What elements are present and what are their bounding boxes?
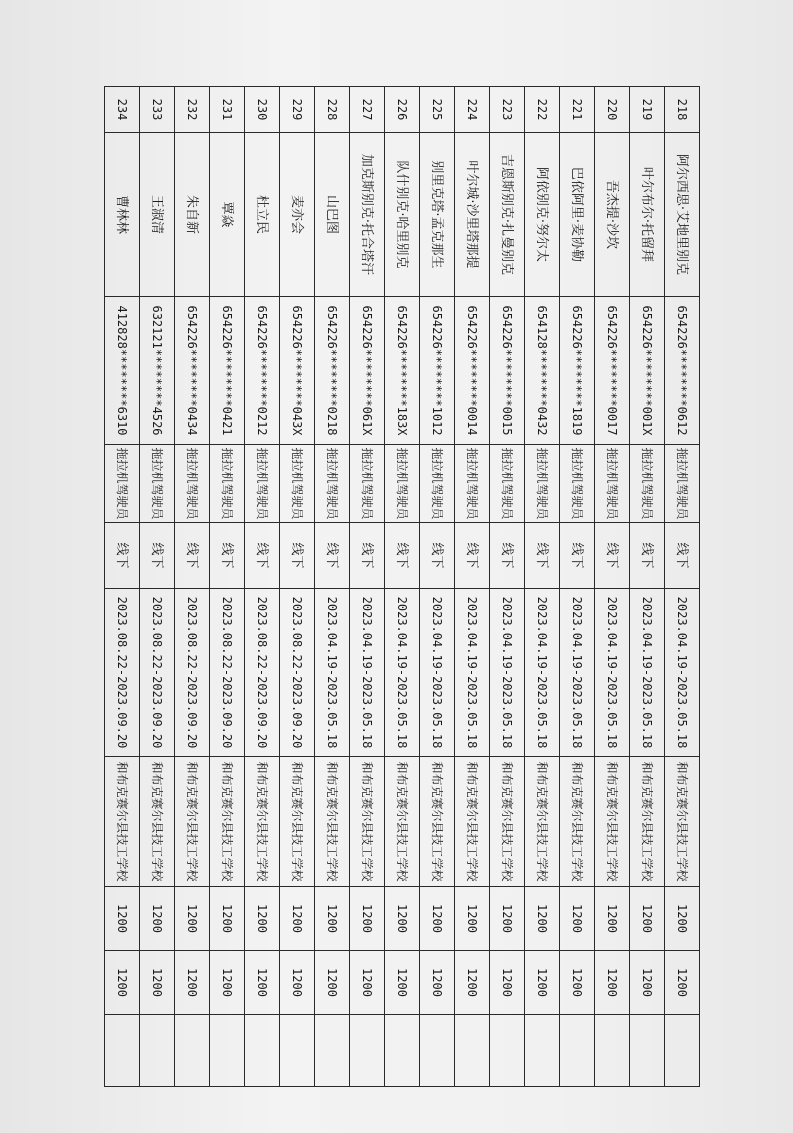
training-school: 和布克赛尔县技工学校 [350, 757, 385, 887]
row-number: 223 [490, 87, 525, 133]
training-course: 拖拉机驾驶员 [420, 445, 455, 523]
trainee-name: 曹林林 [105, 133, 140, 297]
training-period: 2023.04.19-2023.05.18 [525, 589, 560, 757]
row-number: 230 [245, 87, 280, 133]
training-school: 和布克赛尔县技工学校 [280, 757, 315, 887]
paid-amount: 1200 [560, 951, 595, 1015]
training-school: 和布克赛尔县技工学校 [140, 757, 175, 887]
id-number: 654226********0017 [595, 297, 630, 445]
id-number: 654226********183X [385, 297, 420, 445]
table-body [105, 87, 700, 1087]
subsidy-amount: 1200 [210, 887, 245, 951]
training-mode: 线下 [245, 523, 280, 589]
table-row [280, 87, 315, 1087]
paid-amount: 1200 [455, 951, 490, 1015]
table-row [420, 87, 455, 1087]
remarks-cell [525, 1015, 560, 1087]
remarks-cell [490, 1015, 525, 1087]
row-number: 228 [315, 87, 350, 133]
training-mode: 线下 [595, 523, 630, 589]
training-mode: 线下 [490, 523, 525, 589]
training-course: 拖拉机驾驶员 [595, 445, 630, 523]
paid-amount: 1200 [630, 951, 665, 1015]
id-number: 654226********0434 [175, 297, 210, 445]
remarks-cell [385, 1015, 420, 1087]
row-number: 220 [595, 87, 630, 133]
id-number: 654226********0015 [490, 297, 525, 445]
training-mode: 线下 [315, 523, 350, 589]
training-school: 和布克赛尔县技工学校 [420, 757, 455, 887]
trainee-name: 吉恩斯别克·扎曼别克 [490, 133, 525, 297]
row-number: 226 [385, 87, 420, 133]
subsidy-amount: 1200 [350, 887, 385, 951]
training-school: 和布克赛尔县技工学校 [595, 757, 630, 887]
subsidy-amount: 1200 [560, 887, 595, 951]
training-subsidy-table [104, 86, 700, 1087]
training-mode: 线下 [280, 523, 315, 589]
row-number: 219 [630, 87, 665, 133]
table-row [245, 87, 280, 1087]
training-course: 拖拉机驾驶员 [560, 445, 595, 523]
table-row [630, 87, 665, 1087]
subsidy-amount: 1200 [140, 887, 175, 951]
training-mode: 线下 [455, 523, 490, 589]
trainee-name: 别里克塔·孟克那生 [420, 133, 455, 297]
remarks-cell [105, 1015, 140, 1087]
table-row [175, 87, 210, 1087]
training-course: 拖拉机驾驶员 [490, 445, 525, 523]
remarks-cell [280, 1015, 315, 1087]
subsidy-amount: 1200 [455, 887, 490, 951]
training-course: 拖拉机驾驶员 [105, 445, 140, 523]
table-row [560, 87, 595, 1087]
table-row [665, 87, 700, 1087]
remarks-cell [595, 1015, 630, 1087]
trainee-name: 朱自新 [175, 133, 210, 297]
training-mode: 线下 [140, 523, 175, 589]
remarks-cell [455, 1015, 490, 1087]
id-number: 654226********001X [630, 297, 665, 445]
remarks-cell [630, 1015, 665, 1087]
paid-amount: 1200 [490, 951, 525, 1015]
table-row [385, 87, 420, 1087]
row-number: 229 [280, 87, 315, 133]
training-mode: 线下 [210, 523, 245, 589]
training-period: 2023.08.22-2023.09.20 [105, 589, 140, 757]
training-course: 拖拉机驾驶员 [140, 445, 175, 523]
training-school: 和布克赛尔县技工学校 [525, 757, 560, 887]
training-school: 和布克赛尔县技工学校 [630, 757, 665, 887]
trainee-name: 叶尔布尔·托留拜 [630, 133, 665, 297]
trainee-name: 杜立民 [245, 133, 280, 297]
table-row [315, 87, 350, 1087]
training-course: 拖拉机驾驶员 [385, 445, 420, 523]
id-number: 654226********0218 [315, 297, 350, 445]
training-period: 2023.08.22-2023.09.20 [140, 589, 175, 757]
training-period: 2023.08.22-2023.09.20 [175, 589, 210, 757]
remarks-cell [665, 1015, 700, 1087]
training-mode: 线下 [630, 523, 665, 589]
training-school: 和布克赛尔县技工学校 [105, 757, 140, 887]
remarks-cell [175, 1015, 210, 1087]
id-number: 654226********043X [280, 297, 315, 445]
table-row [350, 87, 385, 1087]
training-course: 拖拉机驾驶员 [630, 445, 665, 523]
trainee-name: 阿尔西思·艾地里别克 [665, 133, 700, 297]
paid-amount: 1200 [280, 951, 315, 1015]
id-number: 654226********0212 [245, 297, 280, 445]
id-number: 654226********0421 [210, 297, 245, 445]
training-period: 2023.04.19-2023.05.18 [420, 589, 455, 757]
paid-amount: 1200 [665, 951, 700, 1015]
paid-amount: 1200 [525, 951, 560, 1015]
training-period: 2023.04.19-2023.05.18 [490, 589, 525, 757]
training-course: 拖拉机驾驶员 [245, 445, 280, 523]
subsidy-amount: 1200 [665, 887, 700, 951]
paid-amount: 1200 [210, 951, 245, 1015]
training-school: 和布克赛尔县技工学校 [490, 757, 525, 887]
training-school: 和布克赛尔县技工学校 [665, 757, 700, 887]
trainee-name: 加克斯别克·托合塔汗 [350, 133, 385, 297]
trainee-name: 山巴图 [315, 133, 350, 297]
subsidy-amount: 1200 [385, 887, 420, 951]
training-school: 和布克赛尔县技工学校 [385, 757, 420, 887]
subsidy-amount: 1200 [595, 887, 630, 951]
training-course: 拖拉机驾驶员 [280, 445, 315, 523]
training-mode: 线下 [560, 523, 595, 589]
paid-amount: 1200 [350, 951, 385, 1015]
training-period: 2023.04.19-2023.05.18 [665, 589, 700, 757]
remarks-cell [420, 1015, 455, 1087]
training-course: 拖拉机驾驶员 [210, 445, 245, 523]
trainee-name: 队什别克·哈里别克 [385, 133, 420, 297]
training-school: 和布克赛尔县技工学校 [175, 757, 210, 887]
subsidy-amount: 1200 [630, 887, 665, 951]
training-period: 2023.04.19-2023.05.18 [350, 589, 385, 757]
trainee-name: 覃焱 [210, 133, 245, 297]
training-mode: 线下 [665, 523, 700, 589]
table-row [455, 87, 490, 1087]
subsidy-amount: 1200 [175, 887, 210, 951]
row-number: 234 [105, 87, 140, 133]
subsidy-amount: 1200 [315, 887, 350, 951]
training-course: 拖拉机驾驶员 [525, 445, 560, 523]
remarks-cell [350, 1015, 385, 1087]
training-period: 2023.04.19-2023.05.18 [595, 589, 630, 757]
trainee-name: 阿依别克·努尔太 [525, 133, 560, 297]
subsidy-amount: 1200 [525, 887, 560, 951]
trainee-name: 麦亦会 [280, 133, 315, 297]
training-mode: 线下 [385, 523, 420, 589]
paid-amount: 1200 [175, 951, 210, 1015]
paid-amount: 1200 [595, 951, 630, 1015]
id-number: 654226********0014 [455, 297, 490, 445]
table-row [490, 87, 525, 1087]
table-row [525, 87, 560, 1087]
id-number: 654226********0612 [665, 297, 700, 445]
training-period: 2023.08.22-2023.09.20 [245, 589, 280, 757]
id-number: 654128********0432 [525, 297, 560, 445]
training-mode: 线下 [525, 523, 560, 589]
id-number: 654226********1012 [420, 297, 455, 445]
id-number: 654226********1819 [560, 297, 595, 445]
training-period: 2023.04.19-2023.05.18 [385, 589, 420, 757]
paid-amount: 1200 [315, 951, 350, 1015]
trainee-name: 叶尔城·沙里塔那提 [455, 133, 490, 297]
remarks-cell [140, 1015, 175, 1087]
remarks-cell [560, 1015, 595, 1087]
subsidy-amount: 1200 [280, 887, 315, 951]
row-number: 221 [560, 87, 595, 133]
row-number: 233 [140, 87, 175, 133]
paid-amount: 1200 [385, 951, 420, 1015]
row-number: 218 [665, 87, 700, 133]
training-period: 2023.04.19-2023.05.18 [315, 589, 350, 757]
paid-amount: 1200 [140, 951, 175, 1015]
training-course: 拖拉机驾驶员 [455, 445, 490, 523]
subsidy-amount: 1200 [105, 887, 140, 951]
trainee-name: 王淑清 [140, 133, 175, 297]
table-row [105, 87, 140, 1087]
row-number: 224 [455, 87, 490, 133]
training-course: 拖拉机驾驶员 [665, 445, 700, 523]
training-school: 和布克赛尔县技工学校 [455, 757, 490, 887]
training-school: 和布克赛尔县技工学校 [210, 757, 245, 887]
table-row [595, 87, 630, 1087]
training-period: 2023.04.19-2023.05.18 [455, 589, 490, 757]
remarks-cell [210, 1015, 245, 1087]
training-course: 拖拉机驾驶员 [175, 445, 210, 523]
training-school: 和布克赛尔县技工学校 [315, 757, 350, 887]
subsidy-amount: 1200 [490, 887, 525, 951]
paid-amount: 1200 [245, 951, 280, 1015]
training-period: 2023.08.22-2023.09.20 [280, 589, 315, 757]
subsidy-amount: 1200 [420, 887, 455, 951]
id-number: 412828********6310 [105, 297, 140, 445]
id-number: 632121********4526 [140, 297, 175, 445]
trainee-name: 巴依阿里·麦协勒 [560, 133, 595, 297]
table-row [140, 87, 175, 1087]
training-period: 2023.04.19-2023.05.18 [630, 589, 665, 757]
row-number: 231 [210, 87, 245, 133]
table-row [210, 87, 245, 1087]
training-course: 拖拉机驾驶员 [350, 445, 385, 523]
paid-amount: 1200 [105, 951, 140, 1015]
training-course: 拖拉机驾驶员 [315, 445, 350, 523]
subsidy-amount: 1200 [245, 887, 280, 951]
training-school: 和布克赛尔县技工学校 [560, 757, 595, 887]
id-number: 654226********061X [350, 297, 385, 445]
trainee-name: 吾杰提·沙坎 [595, 133, 630, 297]
training-school: 和布克赛尔县技工学校 [245, 757, 280, 887]
row-number: 232 [175, 87, 210, 133]
training-mode: 线下 [350, 523, 385, 589]
remarks-cell [245, 1015, 280, 1087]
training-mode: 线下 [105, 523, 140, 589]
remarks-cell [315, 1015, 350, 1087]
rotated-table-wrapper [104, 86, 700, 1086]
training-period: 2023.08.22-2023.09.20 [210, 589, 245, 757]
row-number: 222 [525, 87, 560, 133]
training-period: 2023.04.19-2023.05.18 [560, 589, 595, 757]
paid-amount: 1200 [420, 951, 455, 1015]
training-mode: 线下 [175, 523, 210, 589]
row-number: 227 [350, 87, 385, 133]
training-mode: 线下 [420, 523, 455, 589]
row-number: 225 [420, 87, 455, 133]
